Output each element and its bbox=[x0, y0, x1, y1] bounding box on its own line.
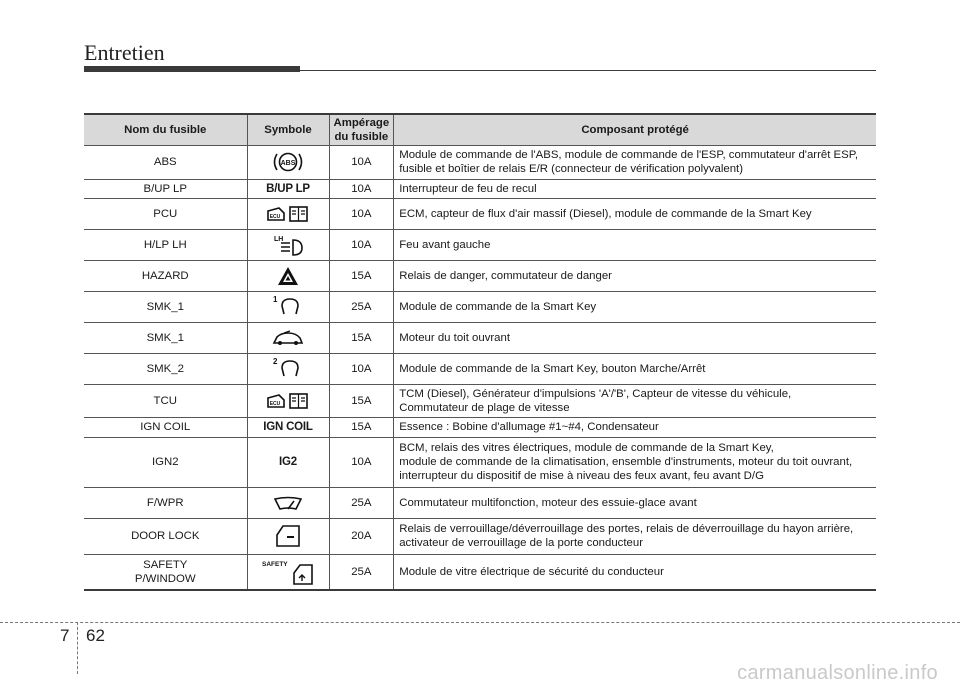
amperage-cell: 15A bbox=[329, 322, 394, 353]
fuse-name-cell: IGN COIL bbox=[84, 418, 247, 437]
svg-text:ECU: ECU bbox=[269, 401, 281, 408]
title-rule-thick bbox=[84, 66, 300, 72]
component-cell: Feu avant gauche bbox=[394, 229, 876, 260]
table-row bbox=[84, 353, 876, 384]
fuse-table bbox=[84, 113, 876, 591]
component-cell: Commutateur multifonction, moteur des essuie-glace avant bbox=[394, 487, 876, 518]
table-row bbox=[84, 179, 876, 198]
symbol-cell bbox=[247, 554, 329, 590]
amperage-cell: 10A bbox=[329, 437, 394, 487]
symbol-cell bbox=[247, 260, 329, 291]
hazard-icon bbox=[277, 270, 299, 282]
component-cell: Module de commande de la Smart Key bbox=[394, 291, 876, 322]
fuse-name-cell: B/UP LP bbox=[84, 179, 247, 198]
component-cell: Module de commande de la Smart Key, bouton Marche/Arrêt bbox=[394, 353, 876, 384]
svg-text:2: 2 bbox=[273, 356, 278, 366]
ecu-module-icon bbox=[265, 208, 311, 220]
table-row bbox=[84, 384, 876, 418]
amperage-cell: 25A bbox=[329, 554, 394, 590]
table-row bbox=[84, 291, 876, 322]
symbol-cell bbox=[247, 384, 329, 418]
footer-divider bbox=[0, 622, 960, 623]
svg-text:1: 1 bbox=[273, 294, 278, 304]
header-fuse-name: Nom du fusible bbox=[84, 114, 247, 146]
page-number: 62 bbox=[86, 626, 105, 645]
symbol-cell bbox=[247, 291, 329, 322]
fuse-name-cell: IGN2 bbox=[84, 437, 247, 487]
header-component: Composant protégé bbox=[394, 114, 876, 146]
svg-text:LH: LH bbox=[274, 235, 284, 243]
component-cell: ECM, capteur de flux d'air massif (Diesel), module de commande de la Smart Key bbox=[394, 198, 876, 229]
header-symbol: Symbole bbox=[247, 114, 329, 146]
component-cell: Module de vitre électrique de sécurité du conducteur bbox=[394, 554, 876, 590]
amperage-cell: 15A bbox=[329, 384, 394, 418]
table-row bbox=[84, 146, 876, 180]
table-row bbox=[84, 198, 876, 229]
table-row bbox=[84, 229, 876, 260]
symbol-cell bbox=[247, 322, 329, 353]
symbol-cell bbox=[247, 146, 329, 180]
svg-text:ECU: ECU bbox=[269, 213, 281, 220]
amperage-cell: 15A bbox=[329, 418, 394, 437]
fuse-name-cell: TCU bbox=[84, 384, 247, 418]
sunroof-car-icon bbox=[271, 332, 305, 344]
component-cell: BCM, relais des vitres électriques, module de commande de la Smart Key, module de commande de la climatisation, ensemble d'instruments, moteur du toit ouvrant, interrupteur du dispositif de mise à niveau des feux avant, feu avant D/G bbox=[394, 437, 876, 487]
symbol-text: IGN COIL bbox=[263, 421, 313, 434]
amperage-cell: 10A bbox=[329, 179, 394, 198]
component-cell: Essence : Bobine d'allumage #1~#4, Condensateur bbox=[394, 418, 876, 437]
fuse-name-cell: HAZARD bbox=[84, 260, 247, 291]
svg-text:SAFETY: SAFETY bbox=[262, 561, 288, 568]
amperage-cell: 15A bbox=[329, 260, 394, 291]
fuse-name-cell: SMK_2 bbox=[84, 353, 247, 384]
fuse-name-cell: SAFETY P/WINDOW bbox=[84, 554, 247, 590]
fuse-name-cell: H/LP LH bbox=[84, 229, 247, 260]
amperage-cell: 10A bbox=[329, 146, 394, 180]
symbol-cell bbox=[247, 418, 329, 437]
symbol-text: IG2 bbox=[279, 456, 297, 469]
component-cell: Relais de verrouillage/déverrouillage des portes, relais de déverrouillage du hayon arrière, activateur de verrouillage de la porte conducteur bbox=[394, 518, 876, 554]
chapter-number: 7 bbox=[60, 626, 70, 645]
page-title: Entretien bbox=[84, 40, 165, 65]
fuse-name-cell: F/WPR bbox=[84, 487, 247, 518]
table-row bbox=[84, 518, 876, 554]
table-row bbox=[84, 487, 876, 518]
watermark: carmanualsonline.info bbox=[737, 662, 938, 684]
fuse-name-cell: PCU bbox=[84, 198, 247, 229]
headlamp-left-icon bbox=[271, 235, 305, 251]
table-row bbox=[84, 554, 876, 590]
title-rule-thin bbox=[300, 70, 876, 71]
table-header-row bbox=[84, 114, 876, 146]
amperage-cell: 10A bbox=[329, 353, 394, 384]
footer-vertical-divider bbox=[77, 622, 78, 674]
component-cell: Relais de danger, commutateur de danger bbox=[394, 260, 876, 291]
component-cell: TCM (Diesel), Générateur d'impulsions 'A'/'B', Capteur de vitesse du véhicule, Commutateur de plage de vitesse bbox=[394, 384, 876, 418]
ecu-module-icon bbox=[265, 395, 311, 407]
safety-window-icon bbox=[260, 561, 316, 578]
component-cell: Module de commande de l'ABS, module de commande de l'ESP, commutateur d'arrêt ESP, fusible et boîtier de relais E/R (connecteur de vérification polyvalent) bbox=[394, 146, 876, 180]
door-lock-icon bbox=[273, 530, 303, 542]
table-row bbox=[84, 418, 876, 437]
symbol-text: B/UP LP bbox=[266, 182, 310, 195]
smart-key-2-icon bbox=[271, 356, 305, 375]
amperage-cell: 25A bbox=[329, 291, 394, 322]
symbol-cell bbox=[247, 198, 329, 229]
symbol-cell bbox=[247, 179, 329, 198]
amperage-cell: 10A bbox=[329, 198, 394, 229]
fuse-name-cell: SMK_1 bbox=[84, 291, 247, 322]
table-row bbox=[84, 437, 876, 487]
header-amperage: Ampérage du fusible bbox=[329, 114, 394, 146]
wiper-icon bbox=[271, 497, 305, 509]
table-row bbox=[84, 260, 876, 291]
smart-key-1-icon bbox=[271, 294, 305, 313]
fuse-table-body bbox=[84, 146, 876, 591]
svg-text:ABS: ABS bbox=[280, 160, 296, 168]
symbol-cell bbox=[247, 518, 329, 554]
amperage-cell: 10A bbox=[329, 229, 394, 260]
symbol-cell bbox=[247, 229, 329, 260]
component-cell: Interrupteur de feu de recul bbox=[394, 179, 876, 198]
symbol-cell bbox=[247, 353, 329, 384]
fuse-name-cell: DOOR LOCK bbox=[84, 518, 247, 554]
symbol-cell bbox=[247, 437, 329, 487]
component-cell: Moteur du toit ouvrant bbox=[394, 322, 876, 353]
table-row bbox=[84, 322, 876, 353]
symbol-cell bbox=[247, 487, 329, 518]
abs-icon bbox=[268, 156, 308, 168]
fuse-name-cell: ABS bbox=[84, 146, 247, 180]
amperage-cell: 25A bbox=[329, 487, 394, 518]
fuse-name-cell: SMK_1 bbox=[84, 322, 247, 353]
amperage-cell: 20A bbox=[329, 518, 394, 554]
